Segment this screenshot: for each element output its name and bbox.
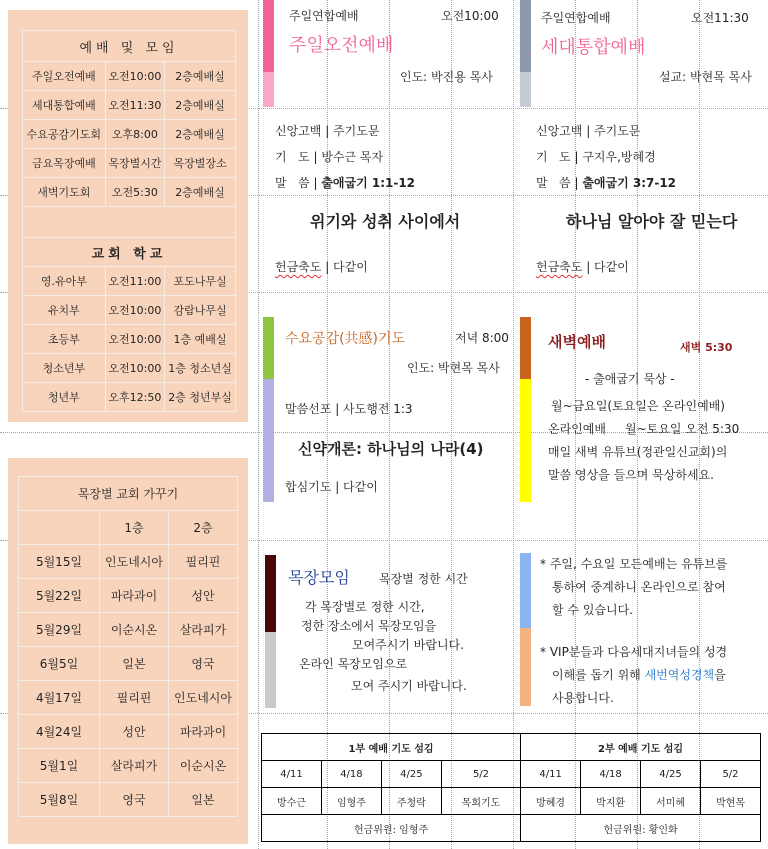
service2-prayer-label: 기 도 bbox=[536, 150, 571, 164]
dawn-line3: 매일 새벽 유튜브(정관일신교회)의 bbox=[548, 445, 728, 459]
wednesday-leader: 인도: 박현목 목사 bbox=[407, 361, 500, 375]
service1-scripture: 출애굽기 1:1-12 bbox=[321, 176, 416, 190]
prayer-name: 박지환 bbox=[581, 788, 641, 815]
prayer-name: 목회기도 bbox=[441, 788, 520, 815]
dawn-title: 새벽예배 bbox=[548, 333, 606, 351]
worship-cell: 목장별시간 bbox=[105, 149, 164, 178]
service1-offering: 다같이 bbox=[333, 260, 368, 274]
cleaning-cell: 성안 bbox=[100, 715, 169, 749]
school-cell: 오전10:00 bbox=[105, 354, 164, 383]
service2-offering-label: 헌금축도 bbox=[536, 260, 583, 274]
cleaning-cell: 4월24일 bbox=[19, 715, 100, 749]
school-cell: 영.유아부 bbox=[23, 267, 106, 296]
service1-tag: 주일연합예배 bbox=[289, 9, 359, 23]
worship-cell: 세대통합예배 bbox=[23, 91, 106, 120]
first-service-header: 1부 예배 기도 섬김 bbox=[262, 734, 521, 761]
service2-word-row: 말 씀 | 출애굽기 3:7-12 bbox=[536, 176, 677, 190]
cleaning-cell: 필리핀 bbox=[100, 681, 169, 715]
dawn-subtitle: - 출애굽기 묵상 - bbox=[585, 372, 675, 386]
service2-leader: 설교: 박현목 목사 bbox=[659, 70, 752, 84]
school-cell: 유치부 bbox=[23, 296, 106, 325]
cleaning-cell: 이순시온 bbox=[100, 613, 169, 647]
cleaning-cell: 5월15일 bbox=[19, 545, 100, 579]
cleaning-cell: 필리핀 bbox=[169, 545, 238, 579]
cell-subtitle: 목장별 정한 시간 bbox=[379, 572, 468, 586]
dawn-time: 새벽 5:30 bbox=[680, 341, 733, 354]
service2-accent-bar bbox=[520, 0, 531, 72]
cleaning-cell: 이순시온 bbox=[169, 749, 238, 783]
wednesday-closing-label: 합심기도 bbox=[285, 480, 332, 494]
notice1-line3: 할 수 있습니다. bbox=[552, 603, 633, 617]
prayer-name: 방혜경 bbox=[521, 788, 581, 815]
cell-line1: 각 목장별로 정한 시간, bbox=[305, 600, 425, 614]
prayer-date: 4/11 bbox=[262, 761, 322, 788]
dawn-accent-bar-yellow bbox=[520, 379, 531, 502]
worship-header: 예배 및 모임 bbox=[23, 31, 236, 62]
worship-cell: 2층예배실 bbox=[165, 120, 236, 149]
dawn-line1: 월~금요일(토요일은 온라인예배) bbox=[551, 399, 725, 413]
cleaning-blank bbox=[19, 511, 100, 545]
offering-committee-2: 헌금위원: 황인화 bbox=[521, 815, 761, 842]
prayer-name: 주청락 bbox=[381, 788, 441, 815]
notice2-line1: * VIP분들과 다음세대지녀들의 성경 bbox=[540, 645, 728, 659]
dawn-line4: 말씀 영상을 들으며 묵상하세요. bbox=[548, 468, 714, 482]
notice1-line2: 통하여 중계하니 온라인으로 참여 bbox=[552, 580, 726, 594]
cleaning-cell: 5월29일 bbox=[19, 613, 100, 647]
wednesday-title: 수요공감(共感)기도 bbox=[285, 331, 406, 347]
cell-line4: 온라인 목장모임으로 bbox=[299, 657, 408, 671]
notice2-line2 bbox=[552, 666, 726, 683]
service2-word-label: 말 씀 bbox=[536, 176, 571, 190]
service2-tag: 주일연합예배 bbox=[541, 11, 611, 25]
service2-confession: 주기도문 bbox=[594, 124, 641, 138]
cell-line3: 모여주시기 바랍니다. bbox=[352, 638, 464, 652]
cleaning-col2: 2층 bbox=[169, 511, 238, 545]
worship-cell: 오후8:00 bbox=[105, 120, 164, 149]
worship-cell: 오전5:30 bbox=[105, 178, 164, 207]
school-cell: 오전10:00 bbox=[105, 296, 164, 325]
cleaning-cell: 파라과이 bbox=[100, 579, 169, 613]
cleaning-cell: 살라피가 bbox=[169, 613, 238, 647]
worship-cell: 2층예배실 bbox=[165, 62, 236, 91]
wednesday-closing-row: 합심기도 | 다같이 bbox=[285, 480, 378, 494]
notice2-line2-post: 을 bbox=[714, 668, 726, 682]
cleaning-cell: 영국 bbox=[169, 647, 238, 681]
service1-confession: 주기도문 bbox=[333, 124, 380, 138]
second-service-header: 2부 예배 기도 섬김 bbox=[521, 734, 761, 761]
prayer-date: 4/25 bbox=[381, 761, 441, 788]
school-header: 교회 학교 bbox=[23, 238, 236, 267]
cleaning-cell: 인도네시아 bbox=[100, 545, 169, 579]
worship-cell: 2층예배실 bbox=[165, 178, 236, 207]
cleaning-col1: 1층 bbox=[100, 511, 169, 545]
prayer-schedule-table bbox=[261, 733, 761, 842]
school-cell: 청년부 bbox=[23, 383, 106, 412]
notice2-line3: 사용합니다. bbox=[552, 691, 614, 705]
cleaning-cell: 살라피가 bbox=[100, 749, 169, 783]
service1-confession-row: 신앙고백 | 주기도문 bbox=[275, 124, 380, 138]
cleaning-cell: 5월1일 bbox=[19, 749, 100, 783]
prayer-name: 서미혜 bbox=[641, 788, 701, 815]
service2-sermon: 하나님 알아야 잘 믿는다 bbox=[566, 212, 738, 231]
cleaning-cell: 일본 bbox=[100, 647, 169, 681]
school-cell: 포도나무실 bbox=[165, 267, 236, 296]
service1-leader: 인도: 박진용 목사 bbox=[400, 70, 493, 84]
notice2-line2-pre: 이해를 돕기 위해 bbox=[552, 668, 645, 682]
cell-title: 목장모임 bbox=[288, 568, 350, 587]
worship-cell: 새벽기도회 bbox=[23, 178, 106, 207]
service1-sermon: 위기와 성취 사이에서 bbox=[310, 212, 461, 231]
cleaning-cell: 영국 bbox=[100, 783, 169, 817]
prayer-date: 4/11 bbox=[521, 761, 581, 788]
service2-offering: 다같이 bbox=[594, 260, 629, 274]
service2-offering-row: 헌금축도 | 다같이 bbox=[536, 260, 629, 274]
wednesday-word-label: 말씀선포 bbox=[285, 402, 332, 416]
wednesday-closing: 다같이 bbox=[343, 480, 378, 494]
school-cell: 오전11:00 bbox=[105, 267, 164, 296]
school-cell: 1층 예배실 bbox=[165, 325, 236, 354]
service2-prayer: 구지우,방혜경 bbox=[582, 150, 656, 164]
service2-accent-bar-light bbox=[520, 72, 531, 107]
notice2-accent-bar bbox=[520, 628, 531, 706]
wednesday-word-row: 말씀선포 | 사도행전 1:3 bbox=[285, 402, 413, 416]
school-cell: 오후12:50 bbox=[105, 383, 164, 412]
service2-scripture: 출애굽기 3:7-12 bbox=[582, 176, 677, 190]
cleaning-cell: 5월8일 bbox=[19, 783, 100, 817]
service2-time: 오전11:30 bbox=[691, 11, 749, 25]
prayer-date: 4/18 bbox=[321, 761, 381, 788]
school-cell: 감람나무실 bbox=[165, 296, 236, 325]
worship-cell: 수요공감기도회 bbox=[23, 120, 106, 149]
cleaning-header: 목장별 교회 가꾸기 bbox=[19, 477, 238, 511]
prayer-name: 방수근 bbox=[262, 788, 322, 815]
notice1-line1: * 주일, 수요일 모든예배는 유튜브를 bbox=[540, 557, 728, 571]
school-cell: 2층 청년부실 bbox=[165, 383, 236, 412]
cleaning-table bbox=[18, 476, 238, 817]
service1-prayer: 방수근 목자 bbox=[321, 150, 384, 164]
cleaning-cell: 일본 bbox=[169, 783, 238, 817]
school-cell: 청소년부 bbox=[23, 354, 106, 383]
prayer-date: 4/25 bbox=[641, 761, 701, 788]
cell-line2: 정한 장소에서 목장모임을 bbox=[301, 619, 437, 633]
worship-cell: 주일오전예배 bbox=[23, 62, 106, 91]
worship-cell: 목장별장소 bbox=[165, 149, 236, 178]
prayer-date: 5/2 bbox=[441, 761, 520, 788]
wednesday-time: 저녁 8:00 bbox=[455, 331, 509, 345]
service2-confession-label: 신앙고백 bbox=[536, 124, 583, 138]
prayer-name: 박현목 bbox=[700, 788, 760, 815]
worship-cell: 오전10:00 bbox=[105, 62, 164, 91]
service1-title: 주일오전예배 bbox=[289, 35, 394, 56]
cleaning-cell: 성안 bbox=[169, 579, 238, 613]
service1-word-label: 말 씀 bbox=[275, 176, 310, 190]
dawn-accent-bar bbox=[520, 317, 531, 379]
dawn-line2: 온라인예배 월~토요일 오전 5:30 bbox=[548, 422, 740, 436]
cleaning-cell: 파라과이 bbox=[169, 715, 238, 749]
school-cell: 1층 청소년실 bbox=[165, 354, 236, 383]
cell-accent-bar bbox=[265, 555, 276, 632]
service1-offering-label: 헌금축도 bbox=[275, 260, 322, 274]
worship-cell: 오전11:30 bbox=[105, 91, 164, 120]
wednesday-accent-bar bbox=[263, 317, 274, 379]
worship-cell: 2층예배실 bbox=[165, 91, 236, 120]
service2-title: 세대통합예배 bbox=[541, 37, 646, 58]
notice2-highlight: 새번역성경책 bbox=[644, 668, 715, 682]
cleaning-cell: 4월17일 bbox=[19, 681, 100, 715]
prayer-date: 5/2 bbox=[700, 761, 760, 788]
cleaning-cell: 6월5일 bbox=[19, 647, 100, 681]
service1-prayer-row: 기 도 | 방수근 목자 bbox=[275, 150, 384, 164]
school-cell: 초등부 bbox=[23, 325, 106, 354]
service1-prayer-label: 기 도 bbox=[275, 150, 310, 164]
wednesday-accent-bar-light bbox=[263, 379, 274, 502]
worship-cell: 금요목장예배 bbox=[23, 149, 106, 178]
cell-line5: 모여 주시기 바랍니다. bbox=[351, 679, 467, 693]
service1-time: 오전10:00 bbox=[441, 9, 499, 23]
prayer-date: 4/18 bbox=[581, 761, 641, 788]
service1-offering-row: 헌금축도 | 다같이 bbox=[275, 260, 368, 274]
service1-confession-label: 신앙고백 bbox=[275, 124, 322, 138]
worship-spacer bbox=[23, 207, 236, 238]
wednesday-sermon: 신약개론: 하나님의 나라(4) bbox=[298, 440, 484, 458]
cleaning-cell: 인도네시아 bbox=[169, 681, 238, 715]
service1-word-row: 말 씀 | 출애굽기 1:1-12 bbox=[275, 176, 416, 190]
prayer-name: 임형주 bbox=[321, 788, 381, 815]
wednesday-scripture: 사도행전 1:3 bbox=[343, 402, 413, 416]
worship-table bbox=[22, 30, 236, 412]
cleaning-cell: 5월22일 bbox=[19, 579, 100, 613]
cell-accent-bar-light bbox=[265, 632, 276, 708]
service1-accent-bar-light bbox=[263, 72, 274, 107]
offering-committee-1: 헌금위원: 임형주 bbox=[262, 815, 521, 842]
notice1-accent-bar bbox=[520, 553, 531, 628]
service1-accent-bar bbox=[263, 0, 274, 72]
service2-confession-row: 신앙고백 | 주기도문 bbox=[536, 124, 641, 138]
service2-prayer-row: 기 도 | 구지우,방혜경 bbox=[536, 150, 656, 164]
school-cell: 오전10:00 bbox=[105, 325, 164, 354]
